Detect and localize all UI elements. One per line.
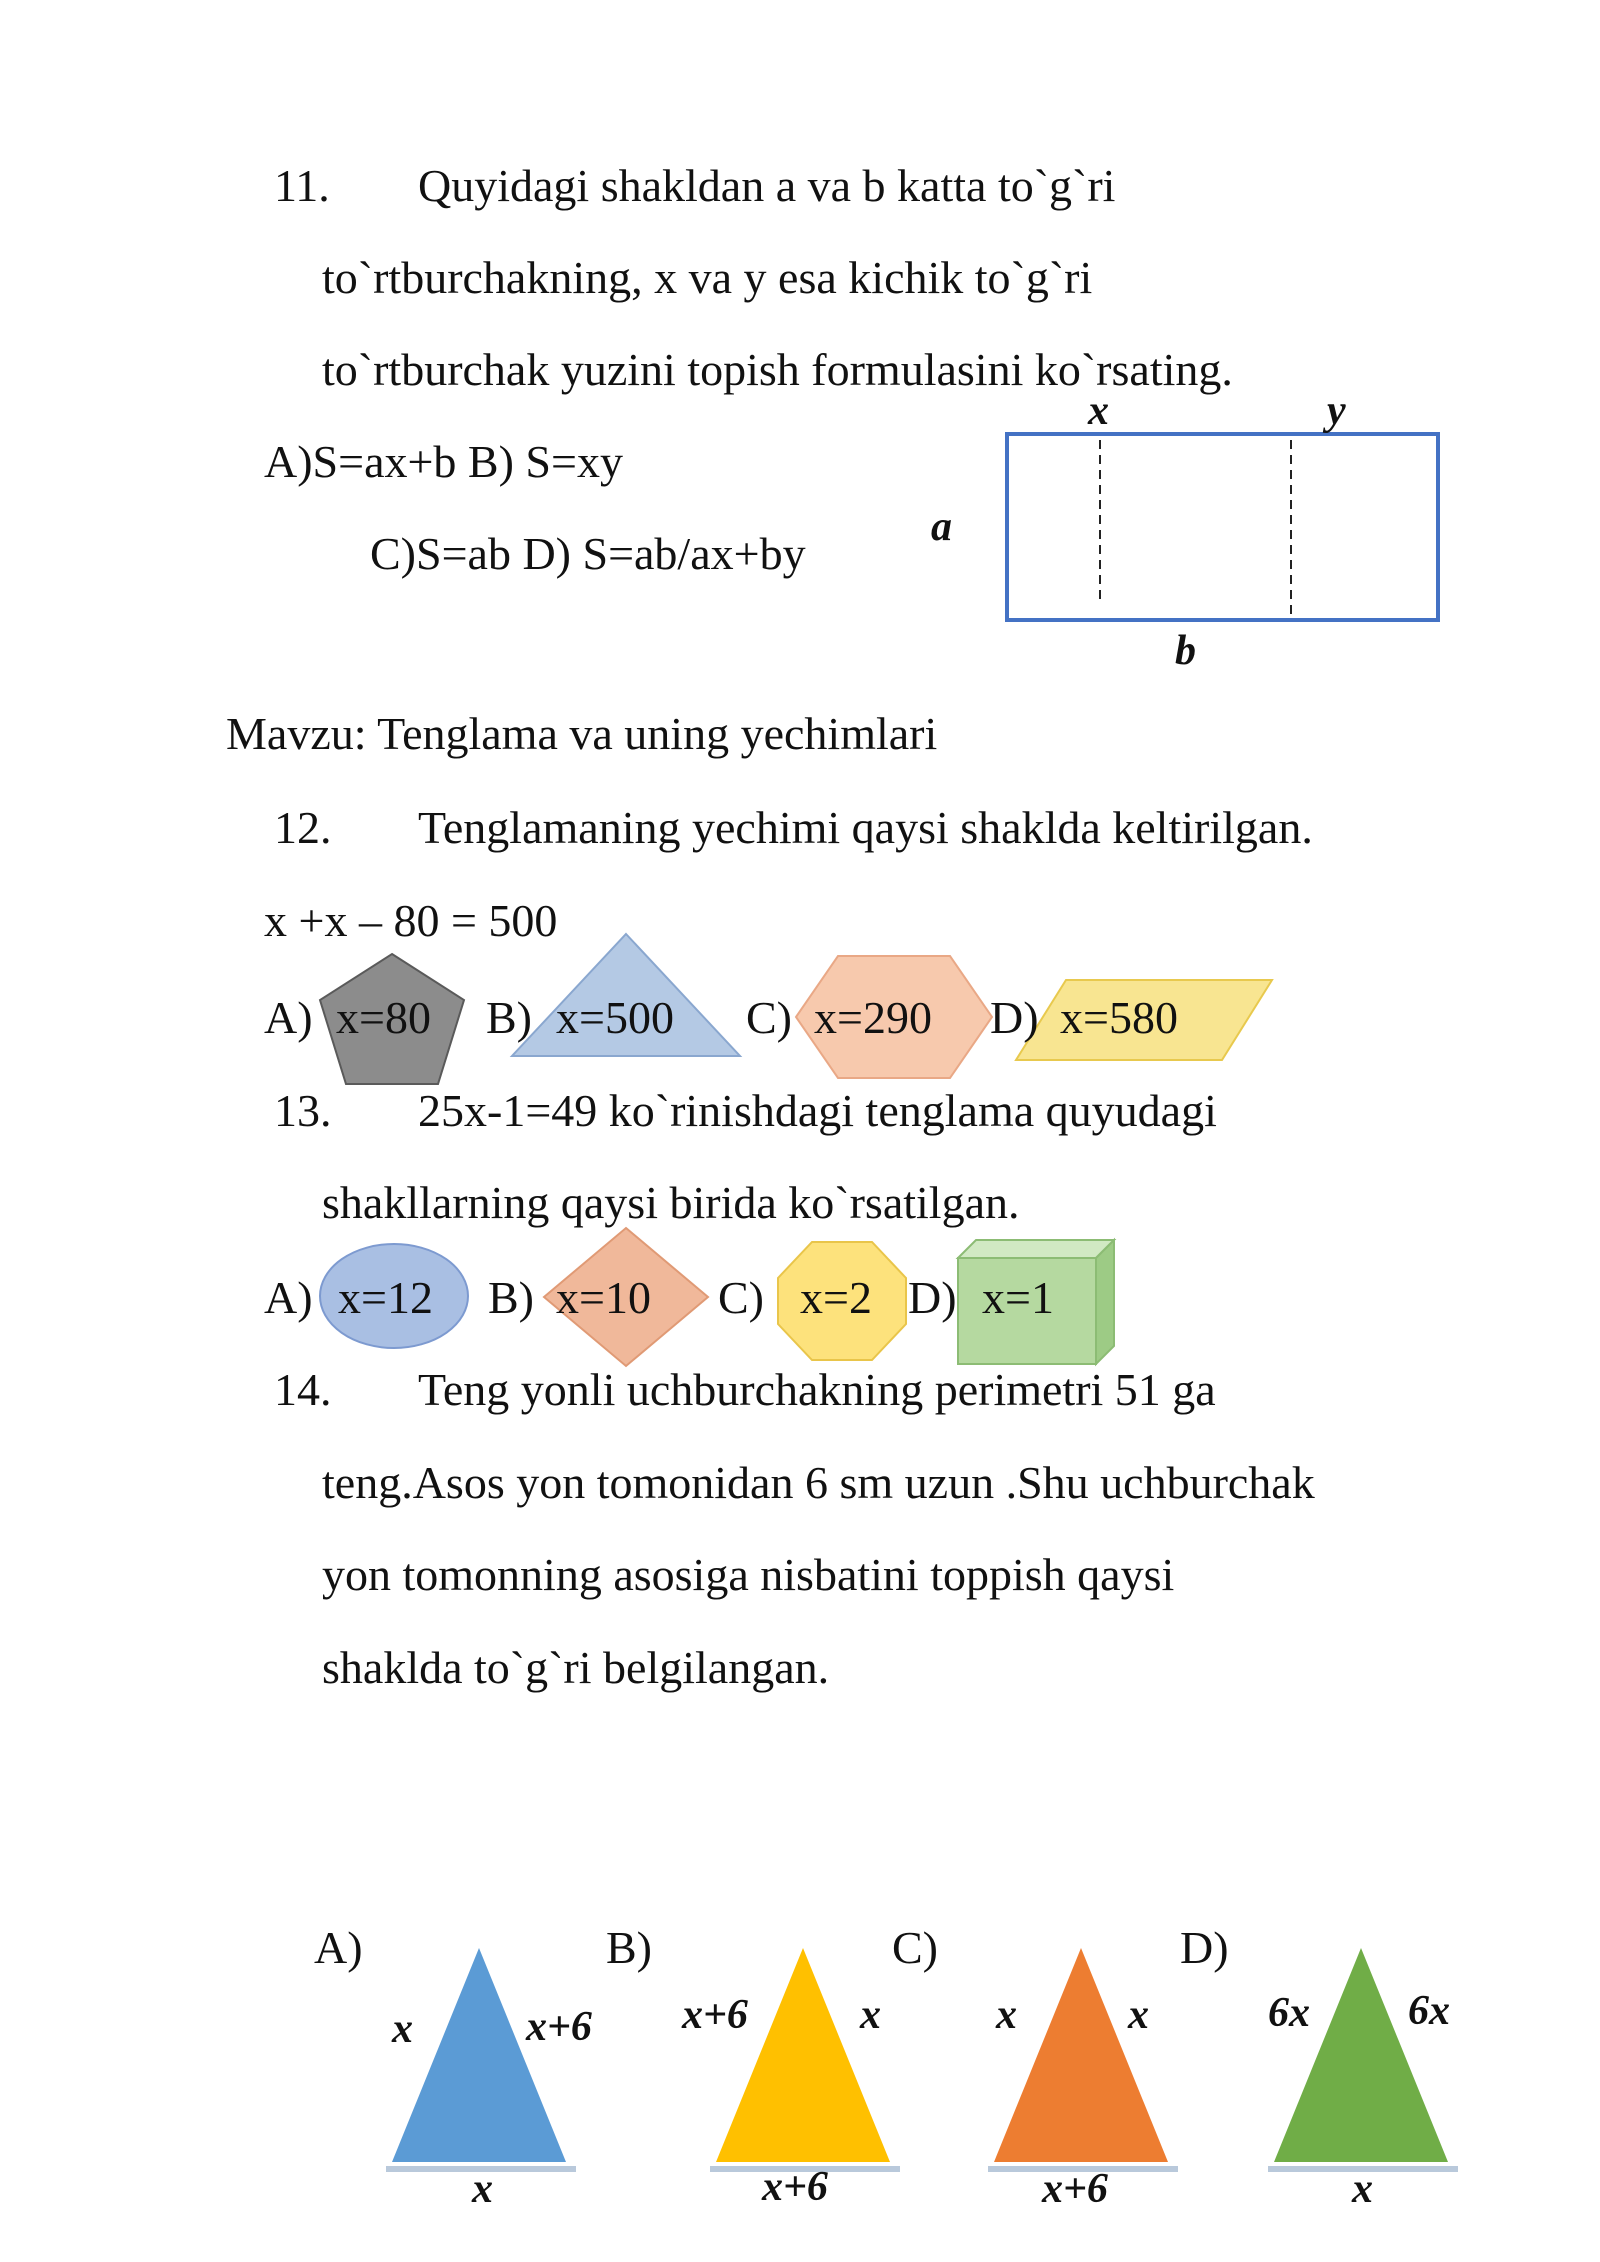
triangle-d-left-label: 6x: [1268, 1990, 1310, 2036]
question-11-options-line-1: A)S=ax+b B) S=xy: [264, 436, 623, 487]
topic-heading: Mavzu: Tenglama va uning yechimlari: [226, 708, 938, 759]
question-12-number: 12.: [274, 802, 332, 853]
triangle-b-right-label: x: [860, 1992, 881, 2038]
label-x: x: [1088, 388, 1109, 434]
q12-option-c-letter: C): [746, 992, 792, 1043]
triangle-c-base-label: x+6: [1042, 2166, 1108, 2212]
q12-option-d-letter: D): [990, 992, 1039, 1043]
q14-option-d-letter: D): [1180, 1922, 1229, 1973]
label-a: a: [931, 504, 952, 550]
question-12-equation: x +x – 80 = 500: [264, 895, 558, 946]
question-11-number: 11.: [274, 160, 330, 211]
question-14-line-2: teng.Asos yon tomonidan 6 sm uzun .Shu uchburchak: [322, 1457, 1315, 1508]
triangle-a-left-label: x: [392, 2006, 413, 2052]
question-11-line-1: Quyidagi shakldan a va b katta to`g`ri: [418, 160, 1116, 211]
question-14-line-3: yon tomonning asosiga nisbatini toppish qaysi: [322, 1549, 1175, 1600]
label-y: y: [1327, 388, 1346, 434]
q12-option-b-letter: B): [486, 992, 532, 1043]
question-14-line-4: shaklda to`g`ri belgilangan.: [322, 1642, 830, 1693]
q14-option-b-letter: B): [606, 1922, 652, 1973]
question-13-line-1: 25x-1=49 ko`rinishdagi tenglama quyudagi: [418, 1085, 1217, 1136]
q13-option-a-value: x=12: [338, 1272, 433, 1323]
question-14-line-1: Teng yonli uchburchakning perimetri 51 ga: [418, 1364, 1216, 1415]
q12-option-c-value: x=290: [814, 992, 932, 1043]
question-13-number: 13.: [274, 1085, 332, 1136]
rectangle-figure: [1005, 432, 1440, 622]
q13-option-c-value: x=2: [800, 1272, 872, 1323]
triangle-c-left-label: x: [996, 1992, 1017, 2038]
question-11-options-line-2: C)S=ab D) S=ab/ax+by: [370, 528, 806, 579]
q14-option-c-letter: C): [892, 1922, 938, 1973]
triangle-a-right-label: x+6: [526, 2004, 592, 2050]
q12-option-d-value: x=580: [1060, 992, 1178, 1043]
q13-option-d-letter: D): [908, 1272, 957, 1323]
q13-option-b-letter: B): [488, 1272, 534, 1323]
q13-option-b-value: x=10: [556, 1272, 651, 1323]
triangle-option-b: [708, 1944, 902, 2176]
triangle-d-right-label: 6x: [1408, 1988, 1450, 2034]
q13-option-d-value: x=1: [982, 1272, 1054, 1323]
triangle-b-left-label: x+6: [682, 1992, 748, 2038]
question-14-number: 14.: [274, 1364, 332, 1415]
triangle-option-d: [1266, 1944, 1460, 2176]
question-12-text: Tenglamaning yechimi qaysi shaklda keltirilgan.: [418, 802, 1313, 853]
label-b: b: [1175, 628, 1196, 674]
q14-option-a-letter: A): [314, 1922, 363, 1973]
triangle-c-right-label: x: [1128, 1992, 1149, 2038]
q13-option-a-letter: A): [264, 1272, 313, 1323]
q12-option-a-value: x=80: [336, 992, 431, 1043]
question-11-line-3: to`rtburchak yuzini topish formulasini ko`rsating.: [322, 344, 1233, 395]
q12-option-b-value: x=500: [556, 992, 674, 1043]
triangle-b-base-label: x+6: [762, 2164, 828, 2210]
triangle-a-base-label: x: [472, 2166, 493, 2212]
question-13-line-2: shakllarning qaysi birida ko`rsatilgan.: [322, 1177, 1020, 1228]
triangle-option-a: [384, 1944, 578, 2176]
q12-option-a-letter: A): [264, 992, 313, 1043]
triangle-d-base-label: x: [1352, 2166, 1373, 2212]
q13-option-c-letter: C): [718, 1272, 764, 1323]
triangle-option-c: [986, 1944, 1180, 2176]
question-11-line-2: to`rtburchakning, x va y esa kichik to`g`ri: [322, 252, 1093, 303]
